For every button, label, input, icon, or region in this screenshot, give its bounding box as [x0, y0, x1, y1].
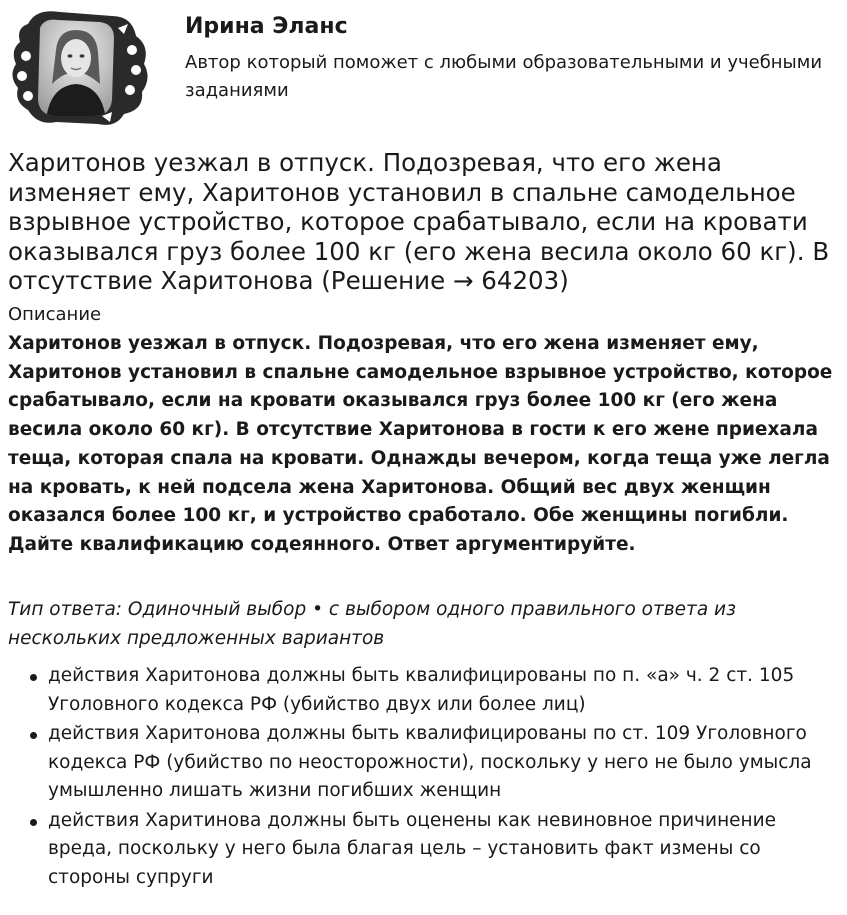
author-bio: Автор который поможет с любыми образовательными и учебными заданиями — [185, 52, 823, 101]
answer-options-list — [0, 662, 847, 893]
answer-type: Тип ответа: Одиночный выбор • с выбором одного правильного ответа из нескольких предложенных вариантов — [8, 599, 736, 649]
answer-option[interactable]: действия Харитинова должны быть оценены как невиновное причинение вреда, поскольку у него была благая цель – установить факт измены со стороны супруги — [0, 807, 838, 893]
author-name[interactable]: Ирина Эланс — [185, 14, 348, 39]
answer-option[interactable]: действия Харитонова должны быть квалифицированы по ст. 109 Уголовного кодекса РФ (убийство по неосторожности), поскольку у него не было умысла умышленно лишать жизни погибших женщин — [0, 720, 838, 806]
description-text: Харитонов уезжал в отпуск. Подозревая, что его жена изменяет ему, Харитонов установил в спальне самодельное взрывное устройство, которое срабатывало, если на кровати оказывался груз более 100 кг (его жена весила около 60 кг). В отсутствие Харитонова в гости к его жене приехала теща, которая спала на кровати. Однажды вечером, когда теща уже легла на кровать, к ней подсела жена Харитонова. Общий вес двух женщин оказался более 100 кг, и устройство сработало. Обе женщины погибли. Дайте квалификацию содеянного. Ответ аргументируйте. — [8, 333, 833, 555]
description-label: Описание — [8, 304, 102, 325]
question-title: Харитонов уезжал в отпуск. Подозревая, что его жена изменяет ему, Харитонов установил в спальне самодельное взрывное устройство, которое срабатывало, если на кровати оказывался груз более 100 кг (его жена весила около 60 кг). В отсутствие Харитонова (Решение → 64203) — [8, 148, 830, 295]
author-card — [0, 0, 847, 140]
author-avatar[interactable] — [6, 6, 152, 130]
answer-option[interactable]: действия Харитонова должны быть квалифицированы по п. «а» ч. 2 ст. 105 Уголовного кодекса РФ (убийство двух или более лиц) — [0, 662, 838, 719]
